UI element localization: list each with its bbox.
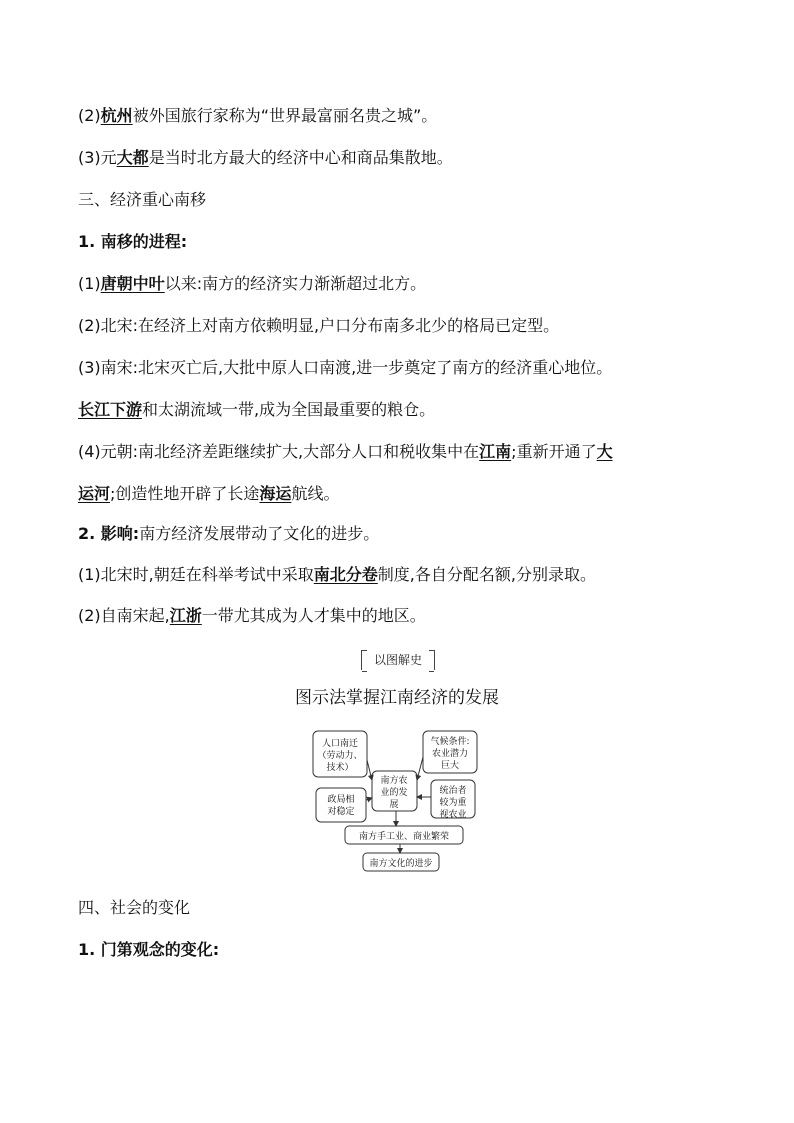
box-population-line2: （劳动力、 <box>317 751 363 761</box>
answer-yangtze: 长江下游 <box>78 400 143 419</box>
text: ;重新开通了 <box>511 442 597 461</box>
box-climate-line3: 巨大 <box>440 761 460 771</box>
section-heading-4: 四、社会的变化 <box>78 898 191 917</box>
answer-da: 大 <box>596 442 613 461</box>
arrow-population <box>367 760 372 780</box>
answer-exam-system: 南北分卷 <box>313 565 378 584</box>
box-commerce-text: 南方手工业、商业繁荣 <box>358 832 450 842</box>
box-culture-text: 南方文化的进步 <box>369 859 433 869</box>
box-center-line3: 展 <box>389 800 399 810</box>
text: 是当时北方最大的经济中心和商品集散地。 <box>148 148 453 167</box>
line-southern-song: (3)南宋:北宋灭亡后,大批中原人口南渡,进一步奠定了南方的经济重心地位。 <box>78 358 613 377</box>
subheading-influence: 2. 影响: <box>78 524 140 543</box>
arrow-climate <box>417 757 423 780</box>
text: 制度,各自分配名额,分别录取。 <box>377 565 596 584</box>
text: (1) <box>78 274 101 293</box>
answer-dadu: 大都 <box>116 148 149 167</box>
box-politics-line1: 政局相 <box>327 795 355 805</box>
box-rulers-line1: 统治者 <box>439 786 467 796</box>
text: 和太湖流域一带,成为全国最重要的粮仓。 <box>142 400 436 419</box>
text: (4)元朝:南北经济差距继续扩大,大部分人口和税收集中在 <box>78 442 480 461</box>
subheading-progress: 1. 南移的进程: <box>78 232 188 251</box>
diagram-tag: 以图解史 <box>361 650 435 670</box>
box-rulers-line3: 视农业 <box>439 810 467 820</box>
box-climate-line1: 气候条件: <box>430 737 470 747</box>
text: 被外国旅行家称为“世界最富丽名贵之城”。 <box>132 106 438 125</box>
box-rulers-line2: 较为重 <box>439 798 467 808</box>
text: (3)元 <box>78 148 117 167</box>
text: (2) <box>78 106 101 125</box>
text: (1)北宋时,朝廷在科举考试中采取 <box>78 565 314 584</box>
line-northern-song: (2)北宋:在经济上对南方依赖明显,户口分布南多北少的格局已定型。 <box>78 316 560 335</box>
box-population-line1: 人口南迁 <box>321 739 359 749</box>
section-heading-3: 三、经济重心南移 <box>78 190 207 209</box>
box-climate-line2: 农业潜力 <box>431 749 469 759</box>
box-population-line3: 技术） <box>326 763 354 773</box>
text: 航线。 <box>291 484 340 503</box>
text: ;创造性地开辟了长途 <box>110 484 260 503</box>
answer-canal: 运河 <box>78 484 111 503</box>
answer-sea-transport: 海运 <box>259 484 292 503</box>
answer-jiangzhe: 江浙 <box>169 606 202 625</box>
text: 南方经济发展带动了文化的进步。 <box>139 524 380 543</box>
answer-jiangnan: 江南 <box>479 442 512 461</box>
diagram-title: 图示法掌握江南经济的发展 <box>295 688 499 708</box>
text: 以来:南方的经济实力渐渐超过北方。 <box>164 274 427 293</box>
text: (2)自南宋起, <box>78 606 170 625</box>
box-center-line2: 业的发 <box>380 788 408 798</box>
text: 一带尤其成为人才集中的地区。 <box>201 606 426 625</box>
answer-tang: 唐朝中叶 <box>100 274 165 293</box>
answer-hangzhou: 杭州 <box>100 106 133 125</box>
box-politics-line2: 对稳定 <box>327 807 355 817</box>
box-center-line1: 南方农 <box>380 776 408 786</box>
subheading-lineage: 1. 门第观念的变化: <box>78 940 220 959</box>
arrow-politics <box>366 798 372 800</box>
